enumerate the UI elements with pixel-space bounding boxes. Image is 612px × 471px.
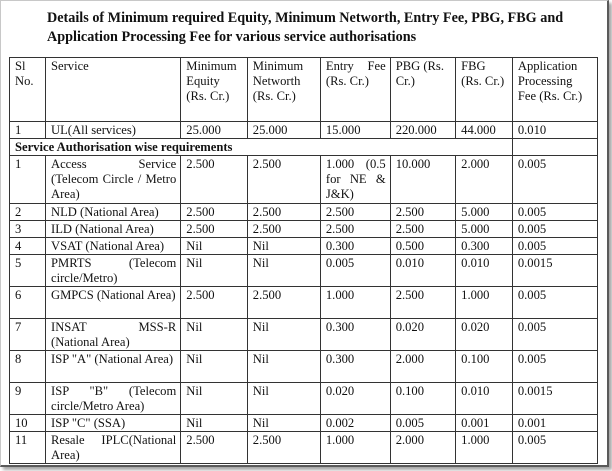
value-cell: 1.000 [456, 432, 513, 464]
value-cell: 2.500 [247, 287, 320, 319]
value-cell: 0.005 [512, 221, 597, 238]
header-min-equity: Minimum Equity (Rs. Cr.) [181, 58, 248, 122]
value-cell: 5.000 [456, 221, 513, 238]
value-cell: 2.500 [247, 156, 320, 204]
sl-no-cell: 5 [10, 255, 46, 287]
header-fbg: FBG (Rs. Cr.) [456, 58, 513, 122]
value-cell: 0.010 [456, 383, 513, 415]
value-cell: 2.000 [456, 156, 513, 204]
value-cell: 2.500 [247, 432, 320, 464]
value-cell: 2.500 [390, 221, 455, 238]
sl-no-cell: 6 [10, 287, 46, 319]
value-cell: 2.500 [320, 204, 390, 221]
sl-no-cell: 11 [10, 432, 46, 464]
value-cell: 2.500 [247, 221, 320, 238]
value-cell: Nil [181, 319, 248, 351]
table-row [10, 432, 598, 464]
value-cell: 2.500 [320, 221, 390, 238]
value-cell: 0.020 [456, 319, 513, 351]
table-row [10, 221, 598, 238]
value-cell: Nil [247, 351, 320, 383]
header-app-fee: Application Processing Fee (Rs. Cr.) [512, 58, 597, 122]
table-row [10, 319, 598, 351]
header-pbg: PBG (Rs. Cr.) [390, 58, 455, 122]
value-cell: Nil [247, 319, 320, 351]
value-cell: 0.010 [456, 255, 513, 287]
value-cell: 1.000 [456, 287, 513, 319]
value-cell: 0.001 [456, 415, 513, 432]
value-cell: Nil [181, 383, 248, 415]
header-entry-fee: Entry Fee (Rs. Cr.) [320, 58, 390, 122]
value-cell: 10.000 [390, 156, 455, 204]
section-label: Service Authorisation wise requirements [10, 139, 513, 156]
cell: 44.000 [456, 122, 513, 139]
value-cell: 0.005 [512, 432, 597, 464]
table-row [10, 238, 598, 255]
service-cell: ISP "B" (Telecom circle/Metro Area) [46, 383, 181, 415]
cell: 25.000 [181, 122, 248, 139]
section-row [10, 139, 598, 156]
table-row [10, 351, 598, 383]
cell: 0.010 [512, 122, 597, 139]
sl-no-cell: 2 [10, 204, 46, 221]
value-cell: Nil [247, 238, 320, 255]
value-cell: 0.005 [320, 255, 390, 287]
cell: 15.000 [320, 122, 390, 139]
value-cell: 0.005 [512, 319, 597, 351]
value-cell: Nil [247, 383, 320, 415]
header-service: Service [46, 58, 181, 122]
table-row [10, 415, 598, 432]
value-cell: 2.500 [181, 204, 248, 221]
service-cell: ILD (National Area) [46, 221, 181, 238]
cell: 25.000 [247, 122, 320, 139]
service-cell: GMPCS (National Area) [46, 287, 181, 319]
table-row [10, 156, 598, 204]
service-cell: ISP "A" (National Area) [46, 351, 181, 383]
sl-no-cell: 1 [10, 156, 46, 204]
value-cell: 0.020 [320, 383, 390, 415]
value-cell: 0.010 [390, 255, 455, 287]
sl-no-cell: 9 [10, 383, 46, 415]
sl-no-cell: 8 [10, 351, 46, 383]
value-cell: 0.001 [512, 415, 597, 432]
value-cell: 0.300 [320, 319, 390, 351]
value-cell: 0.005 [512, 204, 597, 221]
value-cell: 0.0015 [512, 255, 597, 287]
value-cell: 2.500 [181, 156, 248, 204]
value-cell: 0.005 [512, 156, 597, 204]
value-cell: 2.000 [390, 351, 455, 383]
sl-no-cell: 7 [10, 319, 46, 351]
table-row [10, 255, 598, 287]
requirements-table [9, 57, 598, 464]
value-cell: 2.500 [181, 287, 248, 319]
value-cell: 0.005 [512, 238, 597, 255]
value-cell: Nil [181, 238, 248, 255]
cell: 220.000 [390, 122, 455, 139]
value-cell: 2.500 [390, 287, 455, 319]
value-cell: Nil [181, 351, 248, 383]
value-cell: Nil [247, 255, 320, 287]
value-cell: 0.020 [390, 319, 455, 351]
service-cell: NLD (National Area) [46, 204, 181, 221]
value-cell: 0.0015 [512, 383, 597, 415]
value-cell: 1.000 [320, 287, 390, 319]
service-cell: VSAT (National Area) [46, 238, 181, 255]
value-cell: 2.000 [390, 432, 455, 464]
service-cell: PMRTS (Telecom circle/Metro) [46, 255, 181, 287]
table-row [10, 204, 598, 221]
value-cell: 0.300 [456, 238, 513, 255]
value-cell: 0.002 [320, 415, 390, 432]
cell: UL(All services) [46, 122, 181, 139]
value-cell: 0.500 [390, 238, 455, 255]
value-cell: 0.300 [320, 351, 390, 383]
value-cell: 1.000 (0.5 for NE & J&K) [320, 156, 390, 204]
section-empty-cell [512, 139, 597, 156]
value-cell: Nil [181, 415, 248, 432]
service-cell: Resale IPLC(National Area) [46, 432, 181, 464]
value-cell: Nil [181, 255, 248, 287]
header-sl-no: Sl No. [10, 58, 46, 122]
value-cell: 0.300 [320, 238, 390, 255]
ul-row [10, 122, 598, 139]
sl-no-cell: 4 [10, 238, 46, 255]
table-row [10, 287, 598, 319]
value-cell: 2.500 [181, 432, 248, 464]
value-cell: 5.000 [456, 204, 513, 221]
cell: 1 [10, 122, 46, 139]
value-cell: Nil [247, 415, 320, 432]
value-cell: 0.100 [390, 383, 455, 415]
value-cell: 2.500 [247, 204, 320, 221]
service-cell: INSAT MSS-R (National Area) [46, 319, 181, 351]
sl-no-cell: 3 [10, 221, 46, 238]
header-min-networth: Minimum Networth (Rs. Cr.) [247, 58, 320, 122]
value-cell: 0.005 [390, 415, 455, 432]
value-cell: 2.500 [390, 204, 455, 221]
table-row [10, 383, 598, 415]
value-cell: 0.005 [512, 287, 597, 319]
value-cell: 0.100 [456, 351, 513, 383]
value-cell: 0.005 [512, 351, 597, 383]
document-title: Details of Minimum required Equity, Minimum Networth, Entry Fee, PBG, FBG and Application Processing Fee for various service authorisations [47, 10, 564, 45]
service-cell: ISP "C" (SSA) [46, 415, 181, 432]
service-cell: Access Service (Telecom Circle / Metro Area) [46, 156, 181, 204]
value-cell: 1.000 [320, 432, 390, 464]
value-cell: 2.500 [181, 221, 248, 238]
sl-no-cell: 10 [10, 415, 46, 432]
header-row [10, 58, 598, 122]
